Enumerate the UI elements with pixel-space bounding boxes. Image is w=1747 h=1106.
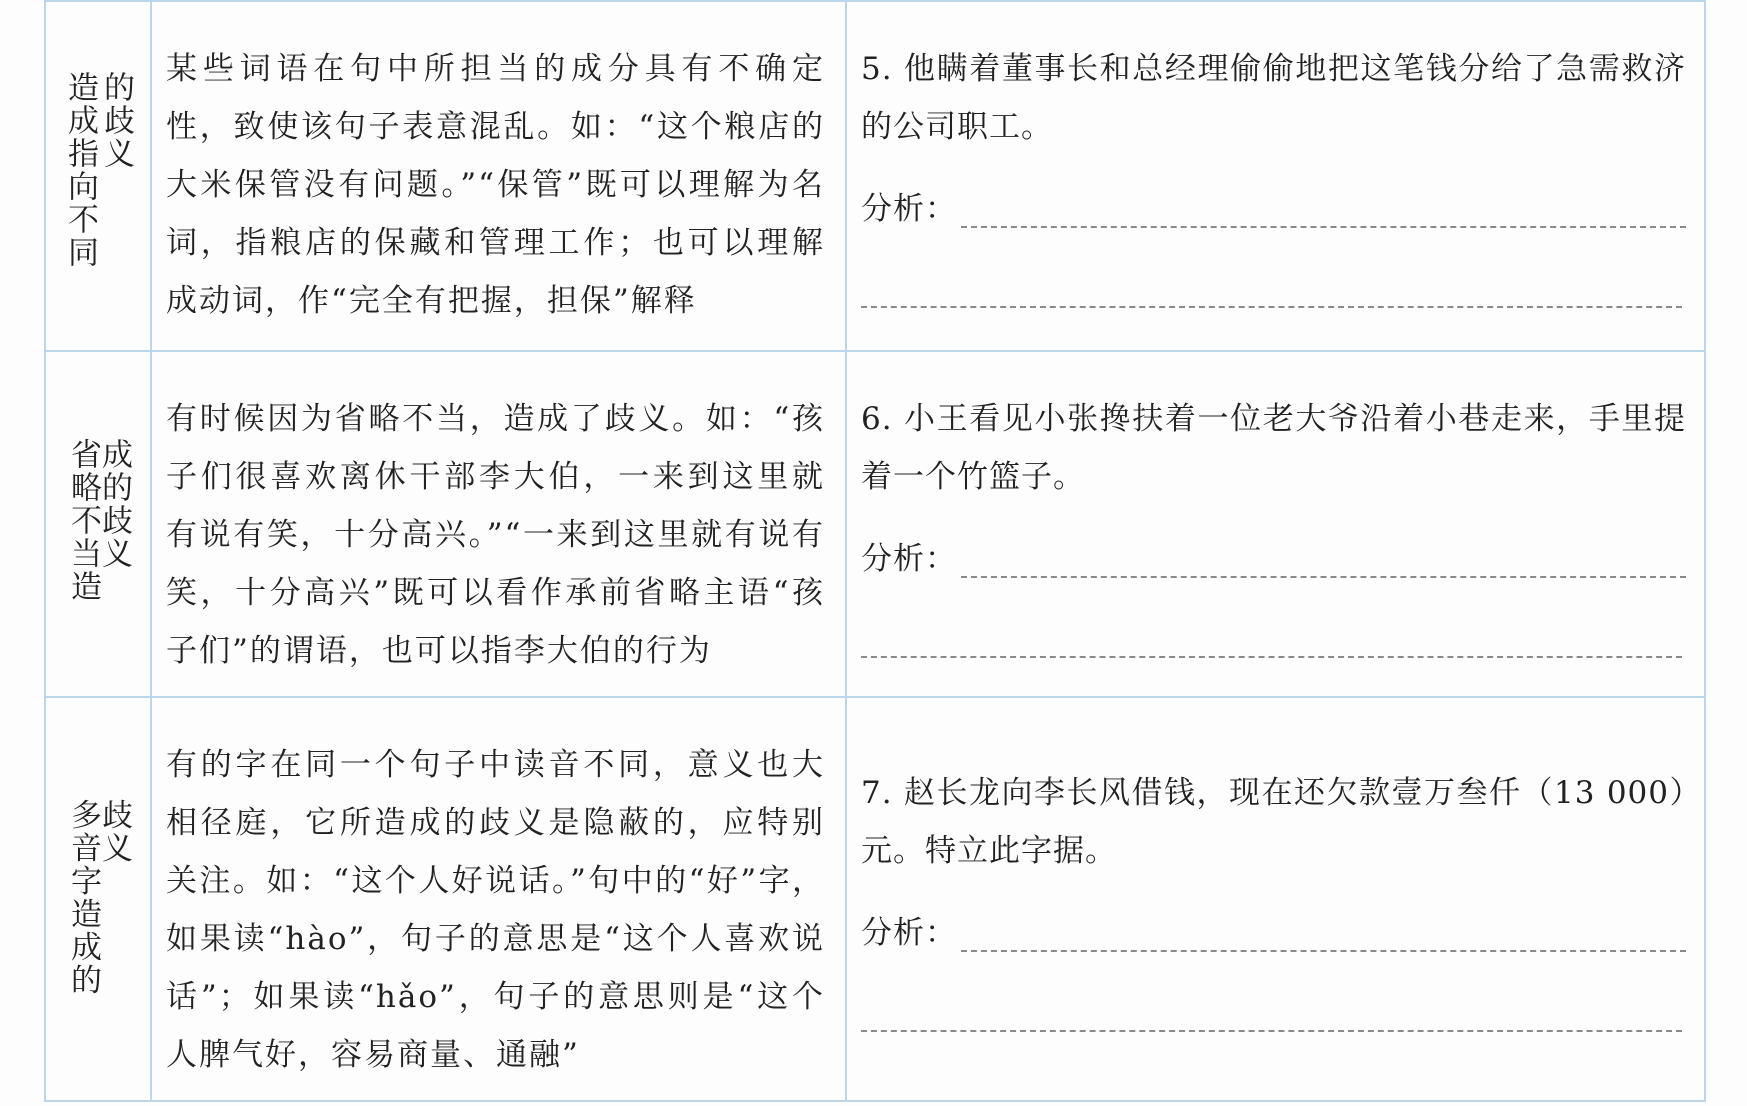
answer-line[interactable] [861, 1028, 1682, 1032]
exercise-block [847, 698, 1704, 1100]
exercise-question: 7. 赵长龙向李长风借钱，现在还欠款壹万叁仟（13 000）元。特立此字据。 [861, 775, 1686, 869]
analysis-label: 分析： [861, 915, 957, 951]
exercise-question: 6. 小王看见小张搀扶着一位老大爷沿着小巷走来，手里提着一个竹篮子。 [861, 401, 1686, 495]
category-cell [45, 697, 151, 1101]
exercise-question: 5. 他瞒着董事长和总经理偷偷地把这笔钱分给了急需救济的公司职工。 [861, 51, 1686, 145]
category-cell [45, 351, 151, 697]
analysis-label: 分析： [861, 191, 957, 227]
table-row [45, 1, 1705, 351]
answer-line[interactable] [961, 224, 1686, 228]
category-label: 省略不当造成的歧义 [65, 438, 132, 603]
category-cell [45, 1, 151, 351]
description-cell [151, 697, 846, 1101]
exercise-cell [846, 697, 1705, 1101]
exercise-cell [846, 351, 1705, 697]
exercise-block [847, 352, 1704, 696]
analysis-row [861, 904, 1686, 962]
description-text: 有时候因为省略不当，造成了歧义。如：“孩子们很喜欢离休干部李大伯，一来到这里就有说有笑，十分高兴。”“一来到这里就有说有笑，十分高兴”既可以看作承前省略主语“孩子们”的谓语，也可以指李大伯的行为 [166, 401, 825, 669]
exercise-block [847, 2, 1704, 350]
description-text: 有的字在同一个句子中读音不同，意义也大相径庭，它所造成的歧义是隐蔽的，应特别关注。如：“这个人好说话。”句中的“好”字，如果读“hào”，句子的意思是“这个人喜欢说话”；如果读“hǎo”，句子的意思则是“这个人脾气好，容易商量、通融” [166, 747, 825, 1073]
description-cell [151, 1, 846, 351]
description-text: 某些词语在句中所担当的成分具有不确定性，致使该句子表意混乱。如：“这个粮店的大米保管没有问题。”“保管”既可以理解为名词，指粮店的保藏和管理工作；也可以理解成动词，作“完全有把握，担保”解释 [166, 51, 825, 319]
ambiguity-table [44, 0, 1706, 1102]
table-row [45, 697, 1705, 1101]
answer-line[interactable] [961, 948, 1686, 952]
category-label: 多音字造成的歧义 [65, 798, 132, 997]
category-label: 造成指向不同的歧义 [62, 71, 134, 269]
answer-line[interactable] [961, 574, 1686, 578]
answer-line[interactable] [861, 654, 1682, 658]
analysis-label: 分析： [861, 541, 957, 577]
exercise-cell [846, 1, 1705, 351]
answer-line[interactable] [861, 304, 1682, 308]
analysis-row [861, 530, 1686, 588]
analysis-row [861, 180, 1686, 238]
table-row [45, 351, 1705, 697]
description-cell [151, 351, 846, 697]
